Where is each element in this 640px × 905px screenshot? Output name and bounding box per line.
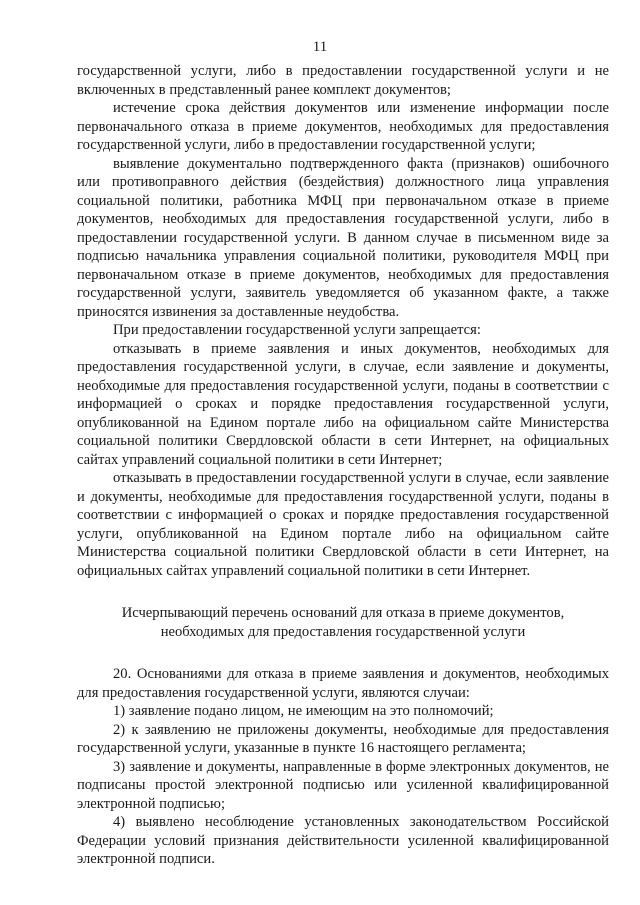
document-body: [77, 62, 609, 869]
paragraph-prohibition-refuse-service: отказывать в предоставлении государственной услуги в случае, если заявление и документы, необходимые для предоставления государственной услуги, поданы в соответствии с информацией о сроках и порядке предоставления государственной услуги, опубликованной на Едином портале либо на официальном сайте Министерства социальной политики Свердловской области в сети Интернет, на официальных сайтах управлений социальной политики в сети Интернет.: [77, 470, 609, 579]
paragraph-continuation: государственной услуги, либо в предоставлении государственной услуги и не включенных в представленный ранее комплект документов;: [77, 63, 609, 98]
page-number: 11: [312, 39, 328, 55]
paragraph-error-detection: выявление документально подтвержденного факта (признаков) ошибочного или противоправного действия (бездействия) должностного лица управления социальной политики, работника МФЦ при первоначальном отказе в приеме документов, необходимых для предоставления государственной услуги, либо в предоставлении государственной услуги. В данном случае в письменном виде за подписью начальника управления социальной политики, руководителя МФЦ при первоначальном отказе в приеме документов, необходимых для предоставления государственной услуги, заявитель уведомляется об указанном факте, а также приносятся извинения за доставленные неудобства.: [77, 155, 609, 320]
section-heading-line-2: необходимых для предоставления государственной услуги: [160, 623, 526, 640]
paragraph-expiry: истечение срока действия документов или изменение информации после первоначального отказа в приеме документов, необходимых для предоставления государственной услуги, либо в предоставлении государственной услуги;: [77, 100, 609, 153]
paragraph-item-20: 20. Основаниями для отказа в приеме заявления и документов, необходимых для предоставления государственной услуги, являются случаи:: [77, 666, 609, 701]
list-item-3: 3) заявление и документы, направленные в форме электронных документов, не подписаны простой электронной подписью или усиленной квалифицированной электронной подписью;: [77, 758, 609, 812]
paragraph-prohibitions-intro: При предоставлении государственной услуги запрещается:: [113, 322, 481, 338]
list-item-2: 2) к заявлению не приложены документы, необходимые для предоставления государственной услуги, указанные в пункте 16 настоящего регламента;: [77, 721, 609, 756]
list-item-1: 1) заявление подано лицом, не имеющим на это полномочий;: [113, 703, 494, 719]
section-heading-line-1: Исчерпывающий перечень оснований для отказа в приеме документов,: [121, 605, 565, 621]
list-item-4: 4) выявлено несоблюдение установленных законодательством Российской Федерации условий признания действительности усиленной квалифицированной электронной подписи.: [77, 814, 609, 867]
paragraph-prohibition-refuse-acceptance: отказывать в приеме заявления и иных документов, необходимых для предоставления государственной услуги, в случае, если заявление и документы, необходимые для предоставления государственной услуги, поданы в соответствии с информацией о сроках и порядке предоставления государственной услуги, опубликованной на Едином портале либо на официальном сайте Министерства социальной политики Свердловской области в сети Интернет, на официальных сайтах управлений социальной политики в сети Интернет;: [77, 340, 609, 468]
section-heading: [77, 604, 609, 641]
